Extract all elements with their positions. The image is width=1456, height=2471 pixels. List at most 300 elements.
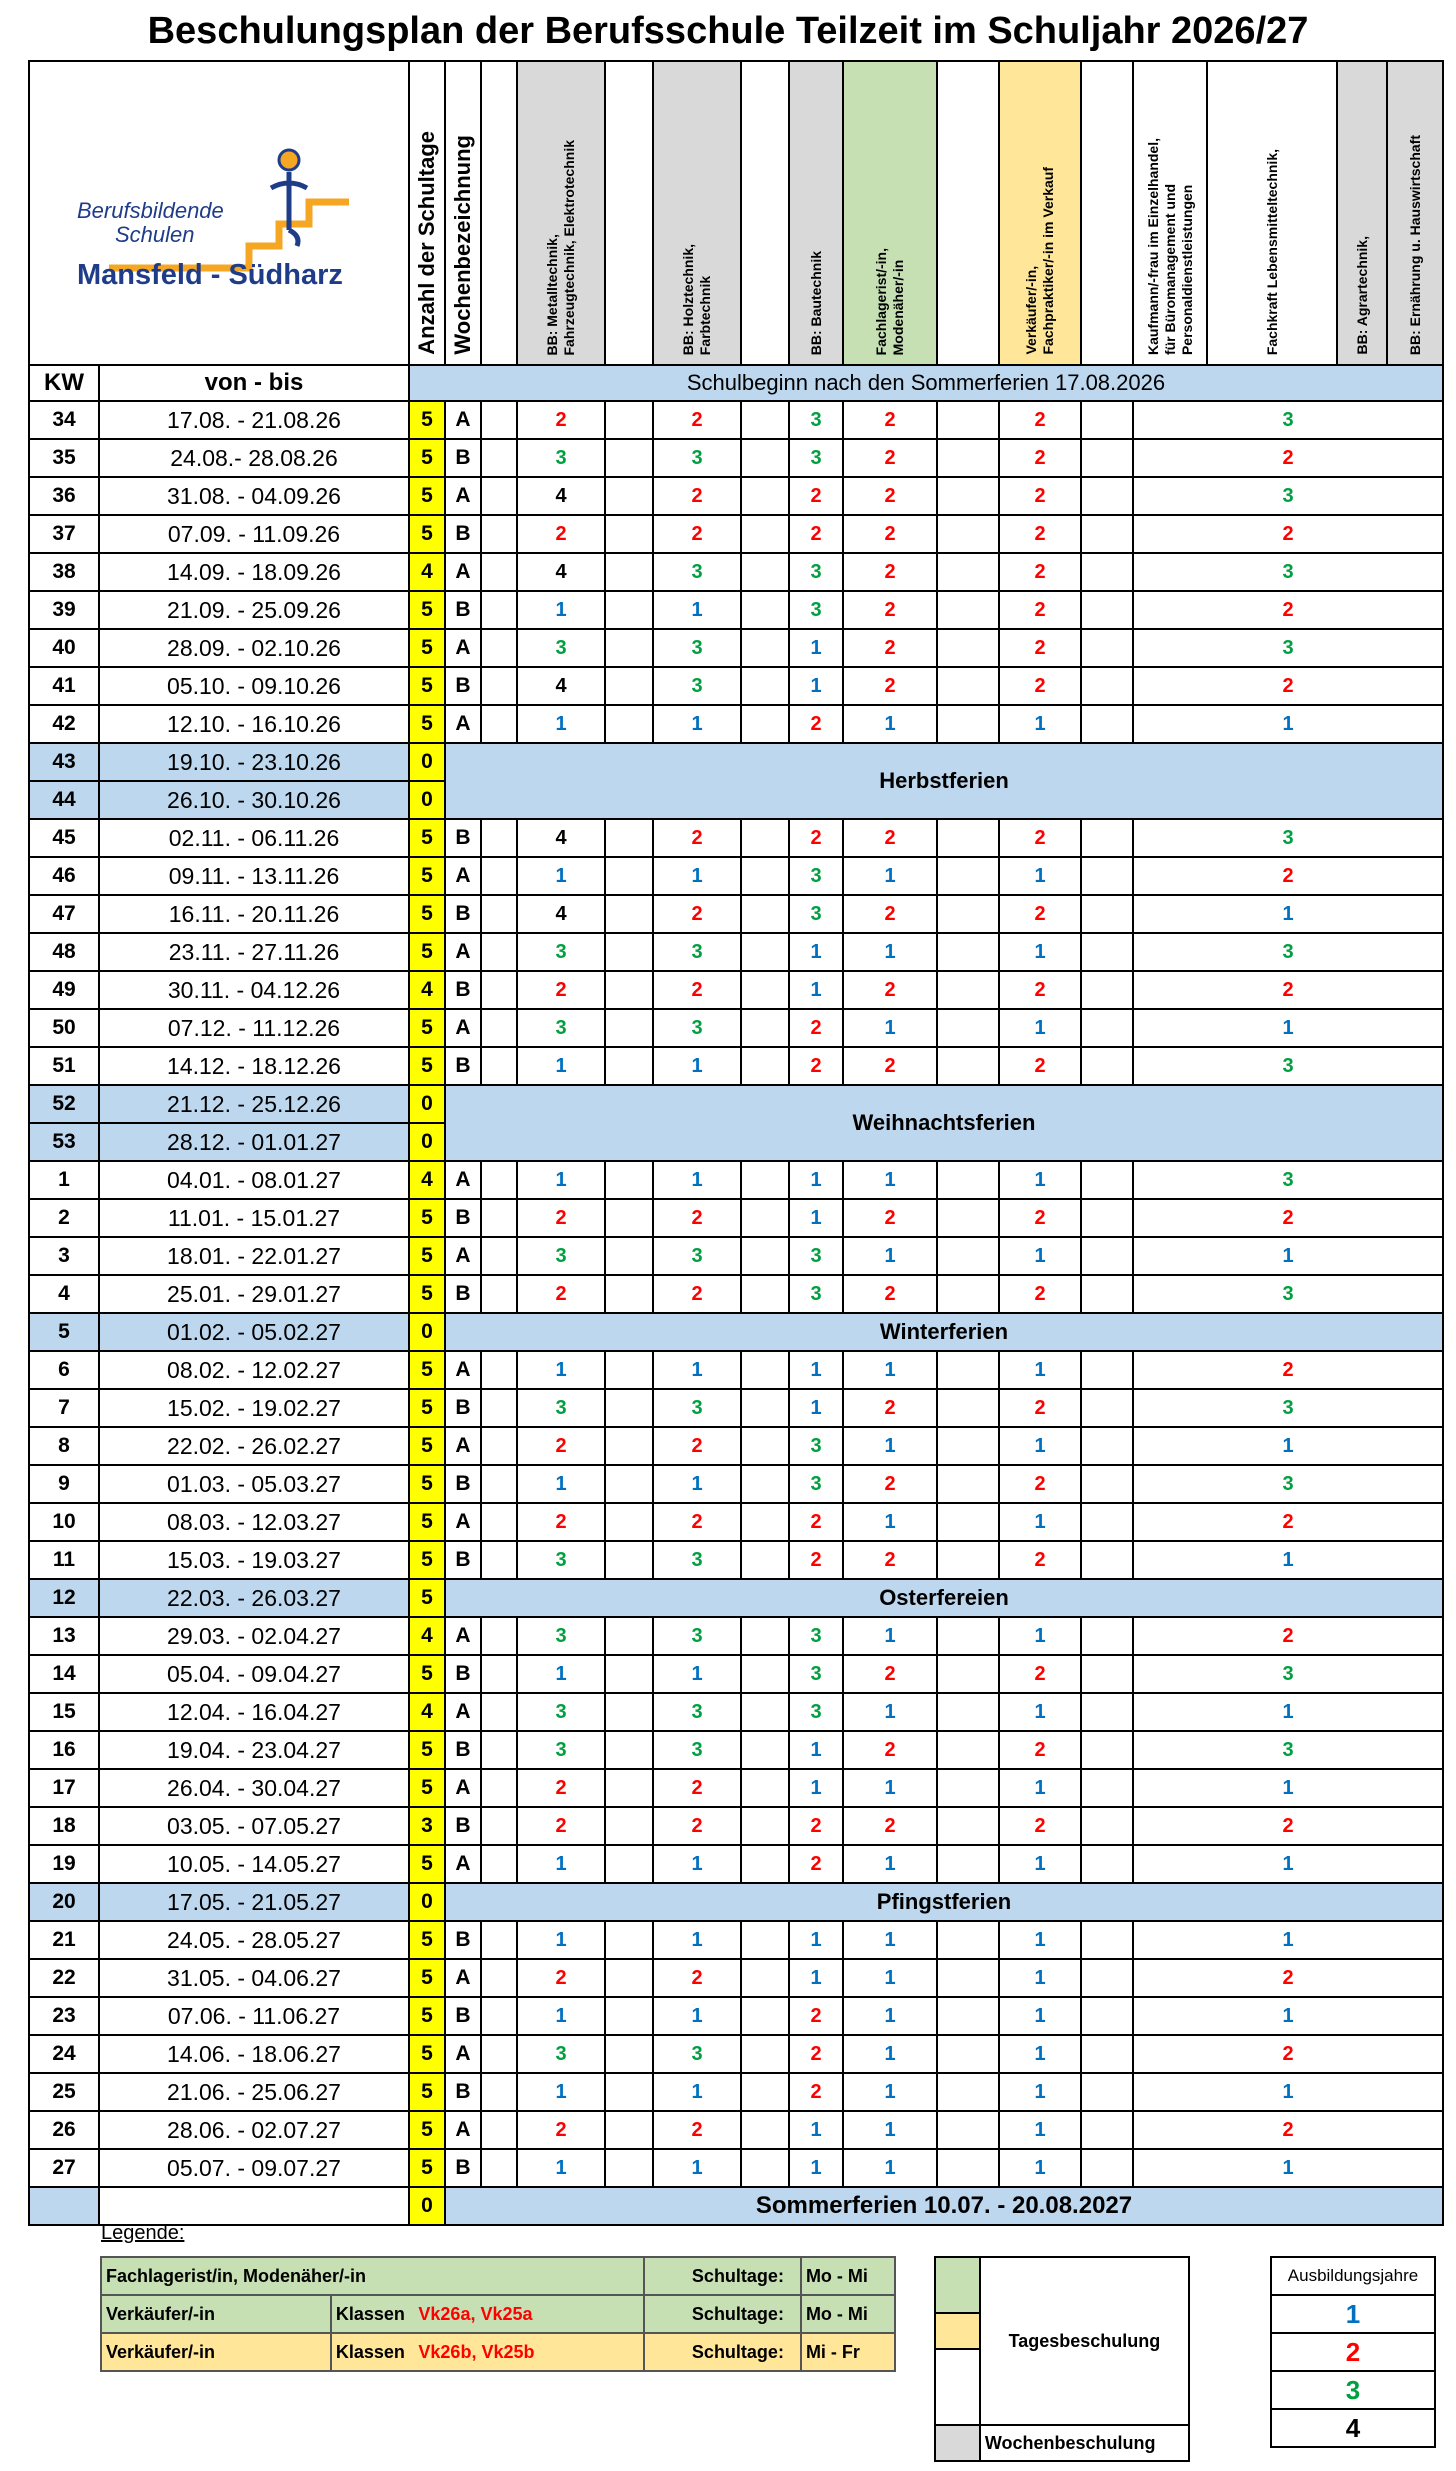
spacer-cell [1081,1655,1133,1693]
verk-value: 2 [999,1731,1081,1769]
metal-value: 3 [517,1617,605,1655]
spacer-cell [741,477,789,515]
table-row [29,1275,1443,1313]
spacer-cell [1081,1503,1133,1541]
week-cell: A [445,1693,481,1731]
week-cell: B [445,1997,481,2035]
kauf-value: 1 [1133,1009,1443,1047]
days-cell: 5 [409,1541,445,1579]
spacer-cell [937,1047,999,1085]
kw-cell: 53 [29,1123,99,1161]
verk-value: 2 [999,477,1081,515]
dates-cell: 14.12. - 18.12.26 [99,1047,409,1085]
metal-value: 3 [517,439,605,477]
spacer-cell [741,1617,789,1655]
table-row [29,1845,1443,1883]
spacer-cell [1081,1959,1133,1997]
spacer-cell [937,2149,999,2187]
spacer-cell [481,439,517,477]
metal-value: 2 [517,1959,605,1997]
bau-value: 1 [789,1959,843,1997]
header-blank [1081,61,1133,365]
spacer-cell [741,819,789,857]
fach-value: 1 [843,2149,937,2187]
metal-value: 1 [517,1047,605,1085]
kw-cell: 22 [29,1959,99,1997]
bau-value: 3 [789,439,843,477]
bau-value: 1 [789,2149,843,2187]
fach-value: 1 [843,1997,937,2035]
spacer-cell [481,1275,517,1313]
dates-cell: 21.09. - 25.09.26 [99,591,409,629]
bau-value: 2 [789,1009,843,1047]
header-fachlagerist: Fachlagerist/-in, Modenäher/-in [843,61,937,365]
holz-value: 2 [653,1959,741,1997]
spacer-cell [741,1769,789,1807]
kw-cell: 20 [29,1883,99,1921]
week-cell: B [445,1047,481,1085]
summer-banner: Sommerferien 10.07. - 20.08.2027 [445,2187,1443,2225]
holz-value: 3 [653,1237,741,1275]
spacer-cell [605,477,653,515]
holz-value: 1 [653,1845,741,1883]
week-cell: B [445,1465,481,1503]
kw-cell: 23 [29,1997,99,2035]
dates-cell: 24.05. - 28.05.27 [99,1921,409,1959]
verk-value: 2 [999,553,1081,591]
table-row [29,819,1443,857]
spacer-cell [481,629,517,667]
days-cell: 4 [409,553,445,591]
table-row [29,1997,1443,2035]
week-cell: A [445,401,481,439]
fach-value: 1 [843,705,937,743]
table-row [29,1009,1443,1047]
spacer-cell [605,1275,653,1313]
spacer-cell [741,439,789,477]
bau-value: 1 [789,629,843,667]
spacer-cell [481,401,517,439]
holz-value: 1 [653,1351,741,1389]
fach-value: 1 [843,2035,937,2073]
holz-value: 1 [653,2149,741,2187]
table-row [29,2149,1443,2187]
metal-value: 1 [517,1845,605,1883]
spacer-cell [937,2035,999,2073]
days-cell: 4 [409,1693,445,1731]
spacer-cell [1081,2149,1133,2187]
holz-value: 2 [653,1807,741,1845]
spacer-cell [741,2149,789,2187]
spacer-cell [605,1047,653,1085]
verk-value: 2 [999,1047,1081,1085]
table-row [29,933,1443,971]
logo-line3: Mansfeld - Südharz [77,259,343,288]
holz-value: 3 [653,1731,741,1769]
spacer-cell [605,1237,653,1275]
metal-value: 1 [517,1921,605,1959]
spacer-cell [1081,1465,1133,1503]
holz-value: 3 [653,439,741,477]
fach-value: 1 [843,1845,937,1883]
dates-cell: 14.09. - 18.09.26 [99,553,409,591]
year-4: 4 [1271,2409,1435,2447]
spacer-cell [1081,1161,1133,1199]
verk-value: 1 [999,1351,1081,1389]
kauf-value: 2 [1133,1617,1443,1655]
metal-value: 2 [517,1275,605,1313]
dates-cell: 07.06. - 11.06.27 [99,1997,409,2035]
bau-value: 1 [789,1921,843,1959]
dates-cell: 07.12. - 11.12.26 [99,1009,409,1047]
week-cell: B [445,895,481,933]
kw-cell: 41 [29,667,99,705]
fach-value: 1 [843,1769,937,1807]
spacer-cell [1081,2073,1133,2111]
dates-cell: 17.08. - 21.08.26 [99,401,409,439]
week-cell: B [445,515,481,553]
verk-value: 1 [999,933,1081,971]
spacer-cell [1081,933,1133,971]
dates-cell: 28.06. - 02.07.27 [99,2111,409,2149]
spacer-cell [937,1541,999,1579]
header-blank [937,61,999,365]
kauf-value: 2 [1133,1807,1443,1845]
verk-value: 1 [999,1617,1081,1655]
spacer-cell [481,1921,517,1959]
school-logo [49,138,389,288]
verk-value: 1 [999,1997,1081,2035]
spacer-cell [481,857,517,895]
spacer-cell [741,1199,789,1237]
days-cell: 5 [409,1237,445,1275]
table-row [29,1807,1443,1845]
school-start-banner: Schulbeginn nach den Sommerferien 17.08.2026 [409,365,1443,401]
week-cell: B [445,1921,481,1959]
kw-cell: 44 [29,781,99,819]
days-cell: 5 [409,591,445,629]
verk-value: 2 [999,591,1081,629]
spacer-cell [1081,1769,1133,1807]
spacer-cell [741,515,789,553]
holz-value: 3 [653,1541,741,1579]
holz-value: 1 [653,1921,741,1959]
metal-value: 1 [517,1351,605,1389]
spacer-cell [481,1617,517,1655]
spacer-cell [1081,1199,1133,1237]
legend-row: Verkäufer/-in Klassen Vk26a, Vk25a Schultage: Mo - Mi [101,2295,895,2333]
dates-cell: 31.08. - 04.09.26 [99,477,409,515]
bau-value: 1 [789,971,843,1009]
days-cell: 0 [409,1123,445,1161]
spacer-cell [1081,439,1133,477]
dates-cell: 05.07. - 09.07.27 [99,2149,409,2187]
spacer-cell [481,895,517,933]
days-cell: 5 [409,1655,445,1693]
fach-value: 2 [843,971,937,1009]
metal-value: 3 [517,2035,605,2073]
days-cell: 0 [409,1085,445,1123]
metal-value: 2 [517,971,605,1009]
table-row [29,1959,1443,1997]
kw-cell: 24 [29,2035,99,2073]
holiday-banner: Weihnachtsferien [445,1085,1443,1161]
spacer-cell [481,971,517,1009]
spacer-cell [937,895,999,933]
kw-cell: 51 [29,1047,99,1085]
fach-value: 1 [843,1161,937,1199]
spacer-cell [481,667,517,705]
kauf-value: 3 [1133,553,1443,591]
metal-value: 1 [517,1997,605,2035]
spacer-cell [481,1047,517,1085]
metal-value: 4 [517,895,605,933]
table-row [29,591,1443,629]
dates-cell: 07.09. - 11.09.26 [99,515,409,553]
dates-cell: 28.09. - 02.10.26 [99,629,409,667]
table-row [29,1769,1443,1807]
kw-cell: 42 [29,705,99,743]
fach-value: 2 [843,515,937,553]
dates-cell: 16.11. - 20.11.26 [99,895,409,933]
holz-value: 3 [653,1389,741,1427]
table-row [29,705,1443,743]
dates-cell: 21.06. - 25.06.27 [99,2073,409,2111]
spacer-cell [937,1275,999,1313]
kw-cell: 37 [29,515,99,553]
week-cell: A [445,1959,481,1997]
spacer-cell [937,1769,999,1807]
bau-value: 2 [789,1807,843,1845]
kauf-value: 2 [1133,2111,1443,2149]
week-cell: B [445,1807,481,1845]
spacer-cell [605,401,653,439]
fach-value: 1 [843,2111,937,2149]
holz-value: 2 [653,895,741,933]
bau-value: 3 [789,1465,843,1503]
kauf-value: 1 [1133,1921,1443,1959]
year-3: 3 [1271,2371,1435,2409]
summer-dates-blank [99,2187,409,2225]
kw-cell: 49 [29,971,99,1009]
spacer-cell [741,591,789,629]
dates-cell: 18.01. - 22.01.27 [99,1237,409,1275]
week-cell: A [445,1617,481,1655]
spacer-cell [605,1617,653,1655]
spacer-cell [937,705,999,743]
kauf-value: 1 [1133,1541,1443,1579]
metal-value: 4 [517,819,605,857]
legend-row: Verkäufer/-in Klassen Vk26b, Vk25b Schultage: Mi - Fr [101,2333,895,2371]
bau-value: 1 [789,933,843,971]
spacer-cell [605,1009,653,1047]
days-cell: 5 [409,2111,445,2149]
spacer-cell [481,1389,517,1427]
spacer-cell [1081,401,1133,439]
metal-value: 3 [517,1693,605,1731]
kw-cell: 17 [29,1769,99,1807]
bau-value: 3 [789,591,843,629]
spacer-cell [937,629,999,667]
spacer-cell [741,1921,789,1959]
page-title: Beschulungsplan der Berufsschule Teilzeit im Schuljahr 2026/27 [147,10,1309,52]
spacer-cell [1081,629,1133,667]
kw-cell: 18 [29,1807,99,1845]
holz-value: 2 [653,1769,741,1807]
dates-cell: 08.03. - 12.03.27 [99,1503,409,1541]
spacer-cell [605,1693,653,1731]
week-cell: A [445,2111,481,2149]
spacer-cell [937,1617,999,1655]
spacer-cell [1081,2035,1133,2073]
verk-value: 1 [999,2035,1081,2073]
table-row [29,477,1443,515]
days-cell: 5 [409,857,445,895]
spacer-cell [605,2149,653,2187]
kw-cell: 19 [29,1845,99,1883]
spacer-cell [605,2073,653,2111]
bau-value: 1 [789,1199,843,1237]
table-row [29,401,1443,439]
table-row [29,1199,1443,1237]
kw-cell: 36 [29,477,99,515]
kw-cell: 38 [29,553,99,591]
holz-value: 3 [653,1009,741,1047]
holz-value: 1 [653,705,741,743]
years-legend [1270,2256,1436,2448]
spacer-cell [741,1427,789,1465]
kw-cell: 2 [29,1199,99,1237]
table-row [29,1389,1443,1427]
bau-value: 2 [789,819,843,857]
bau-value: 1 [789,1731,843,1769]
spacer-cell [605,971,653,1009]
dates-cell: 30.11. - 04.12.26 [99,971,409,1009]
metal-value: 4 [517,667,605,705]
week-cell: A [445,477,481,515]
header-ernaehrung: BB: Ernährung u. Hauswirtschaft [1387,61,1443,365]
dates-cell: 23.11. - 27.11.26 [99,933,409,971]
spacer-cell [481,1009,517,1047]
bau-value: 2 [789,477,843,515]
swatch-grey [935,2425,980,2461]
table-row [29,1503,1443,1541]
kw-cell: 14 [29,1655,99,1693]
spacer-cell [741,667,789,705]
spacer-cell [1081,1845,1133,1883]
spacer-cell [1081,1541,1133,1579]
spacer-cell [937,857,999,895]
bau-value: 3 [789,1237,843,1275]
spacer-cell [605,667,653,705]
spacer-cell [481,1731,517,1769]
spacer-cell [741,1541,789,1579]
fach-value: 2 [843,1731,937,1769]
bau-value: 2 [789,2073,843,2111]
days-cell: 4 [409,1161,445,1199]
table-row [29,1921,1443,1959]
week-cell: B [445,2149,481,2187]
dates-cell: 21.12. - 25.12.26 [99,1085,409,1123]
spacer-cell [937,1731,999,1769]
spacer-cell [481,1807,517,1845]
metal-value: 1 [517,2149,605,2187]
spacer-cell [741,553,789,591]
kw-cell: 39 [29,591,99,629]
kw-cell: 52 [29,1085,99,1123]
days-cell: 3 [409,1807,445,1845]
spacer-cell [481,1503,517,1541]
kw-cell: 48 [29,933,99,971]
metal-value: 3 [517,1009,605,1047]
verk-value: 2 [999,1275,1081,1313]
kauf-value: 3 [1133,629,1443,667]
days-cell: 5 [409,819,445,857]
metal-value: 2 [517,2111,605,2149]
verk-value: 2 [999,1807,1081,1845]
week-cell: B [445,1389,481,1427]
days-cell: 0 [409,1883,445,1921]
spacer-cell [937,1161,999,1199]
spacer-cell [741,1693,789,1731]
kw-cell: 3 [29,1237,99,1275]
spacer-cell [937,1807,999,1845]
spacer-cell [605,1199,653,1237]
header-verkaeufer: Verkäufer/-in, Fachpraktiker/-in im Verkauf [999,61,1081,365]
spacer-cell [481,1959,517,1997]
table-row [29,895,1443,933]
spacer-cell [605,819,653,857]
beschulung-legend [934,2256,1190,2462]
bau-value: 2 [789,1541,843,1579]
holz-value: 2 [653,819,741,857]
dates-cell: 12.04. - 16.04.27 [99,1693,409,1731]
table-row [29,1427,1443,1465]
bau-value: 3 [789,1275,843,1313]
holz-value: 3 [653,2035,741,2073]
holz-value: 2 [653,515,741,553]
fach-value: 2 [843,477,937,515]
spacer-cell [481,933,517,971]
table-row [29,2073,1443,2111]
spacer-cell [605,1959,653,1997]
spacer-cell [605,553,653,591]
bau-value: 3 [789,1617,843,1655]
spacer-cell [1081,2111,1133,2149]
bau-value: 3 [789,895,843,933]
school-logo-cell [29,61,409,365]
table-row [29,439,1443,477]
spacer-cell [481,1465,517,1503]
years-title: Ausbildungsjahre [1271,2257,1435,2295]
verk-value: 1 [999,1959,1081,1997]
holz-value: 1 [653,2073,741,2111]
spacer-cell [937,1465,999,1503]
spacer-cell [1081,971,1133,1009]
kauf-value: 2 [1133,439,1443,477]
fach-value: 2 [843,895,937,933]
holiday-banner: Pfingstferien [445,1883,1443,1921]
kauf-value: 2 [1133,1199,1443,1237]
spacer-cell [1081,1427,1133,1465]
metal-value: 1 [517,857,605,895]
dates-cell: 03.05. - 07.05.27 [99,1807,409,1845]
spacer-cell [741,895,789,933]
kauf-value: 1 [1133,2149,1443,2187]
kauf-value: 1 [1133,705,1443,743]
header-metal: BB: Metalltechnik, Fahrzeugtechnik, Elektrotechnik [517,61,605,365]
kauf-value: 2 [1133,667,1443,705]
